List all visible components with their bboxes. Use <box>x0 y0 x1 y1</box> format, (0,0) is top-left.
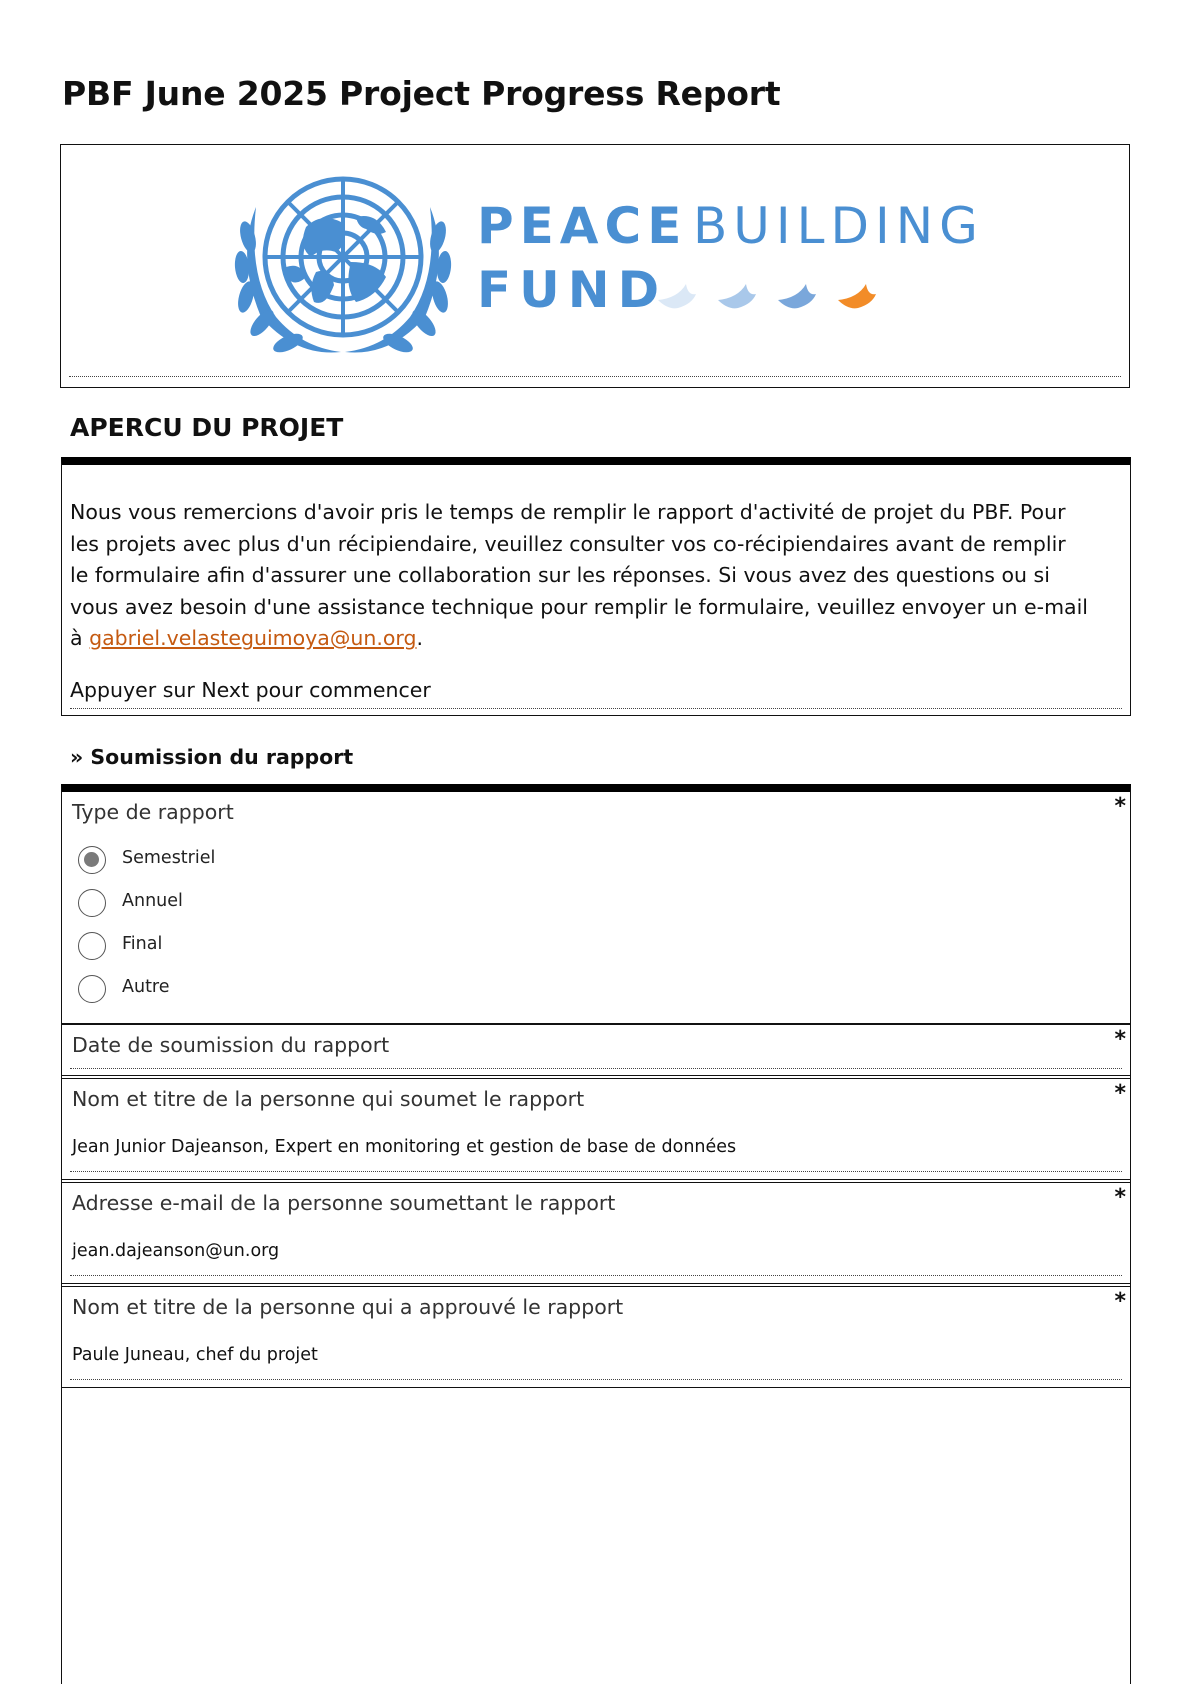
radio-label-annuel: Annuel <box>122 891 183 911</box>
overview-intro-text <box>70 497 1090 655</box>
logo-word-building: BUILDING <box>693 197 984 255</box>
submitter-email-input-line <box>70 1275 1122 1276</box>
submitter-name-label: Nom et titre de la personne qui soumet le rapport <box>72 1087 585 1111</box>
required-asterisk: * <box>1114 1081 1126 1106</box>
un-emblem-icon <box>226 167 460 367</box>
report-type-label: Type de rapport <box>72 800 234 824</box>
required-asterisk: * <box>1114 794 1126 819</box>
approver-name-field[interactable] <box>61 1286 1131 1388</box>
required-asterisk: * <box>1114 1027 1126 1052</box>
radio-label-semestriel: Semestriel <box>122 848 216 868</box>
radio-unchecked-icon[interactable] <box>78 932 106 960</box>
overview-dotted-divider <box>70 708 1122 709</box>
submitter-name-input-line <box>70 1171 1122 1172</box>
approver-name-value[interactable]: Paule Juneau, chef du projet <box>72 1345 318 1365</box>
submission-date-field[interactable] <box>61 1024 1131 1076</box>
project-overview-heading: APERCU DU PROJET <box>70 413 344 442</box>
radio-label-autre: Autre <box>122 977 170 997</box>
submission-date-label: Date de soumission du rapport <box>72 1033 390 1057</box>
submitter-email-field[interactable] <box>61 1182 1131 1284</box>
logo-word-fund: FUND <box>477 261 668 319</box>
radio-checked-icon[interactable] <box>78 846 106 874</box>
logo-dotted-divider <box>69 376 1121 377</box>
submitter-name-field[interactable] <box>61 1078 1131 1180</box>
overview-intro-body: Nous vous remercions d'avoir pris le temps de remplir le rapport d'activité de projet du PBF. Pour les projets avec plus d'un récipiendaire, veuillez consulter vos co-récipiendaires avant de remplir le formulaire afin d'assurer une collaboration sur les réponses. Si vous avez des questions ou si vous avez besoin d'une assistance technique pour remplir le formulaire, veuillez envoyer un e-mail à <box>70 500 1088 650</box>
approver-name-input-line <box>70 1379 1122 1380</box>
radio-unchecked-icon[interactable] <box>78 975 106 1003</box>
required-asterisk: * <box>1114 1289 1126 1314</box>
approver-name-label: Nom et titre de la personne qui a approuvé le rapport <box>72 1295 624 1319</box>
radio-unchecked-icon[interactable] <box>78 889 106 917</box>
submitter-email-label: Adresse e-mail de la personne soumettant le rapport <box>72 1191 616 1215</box>
project-overview-panel <box>61 457 1131 716</box>
page-title: PBF June 2025 Project Progress Report <box>62 74 781 113</box>
report-submission-heading: » Soumission du rapport <box>70 745 354 769</box>
support-email-link[interactable]: gabriel.velasteguimoya@un.org <box>89 626 417 650</box>
radio-label-final: Final <box>122 934 163 954</box>
submitter-name-value[interactable]: Jean Junior Dajeanson, Expert en monitoring et gestion de base de données <box>72 1137 737 1157</box>
doves-icon <box>658 270 898 320</box>
required-asterisk: * <box>1114 1185 1126 1210</box>
submitter-email-value[interactable]: jean.dajeanson@un.org <box>72 1241 280 1261</box>
submission-date-input-line[interactable] <box>70 1068 1122 1069</box>
logo-banner <box>60 144 1130 388</box>
start-instruction: Appuyer sur Next pour commencer <box>70 678 431 702</box>
logo-word-peace: PEACE <box>477 197 688 255</box>
report-type-field <box>61 792 1131 1024</box>
overview-intro-end: . <box>416 626 424 650</box>
